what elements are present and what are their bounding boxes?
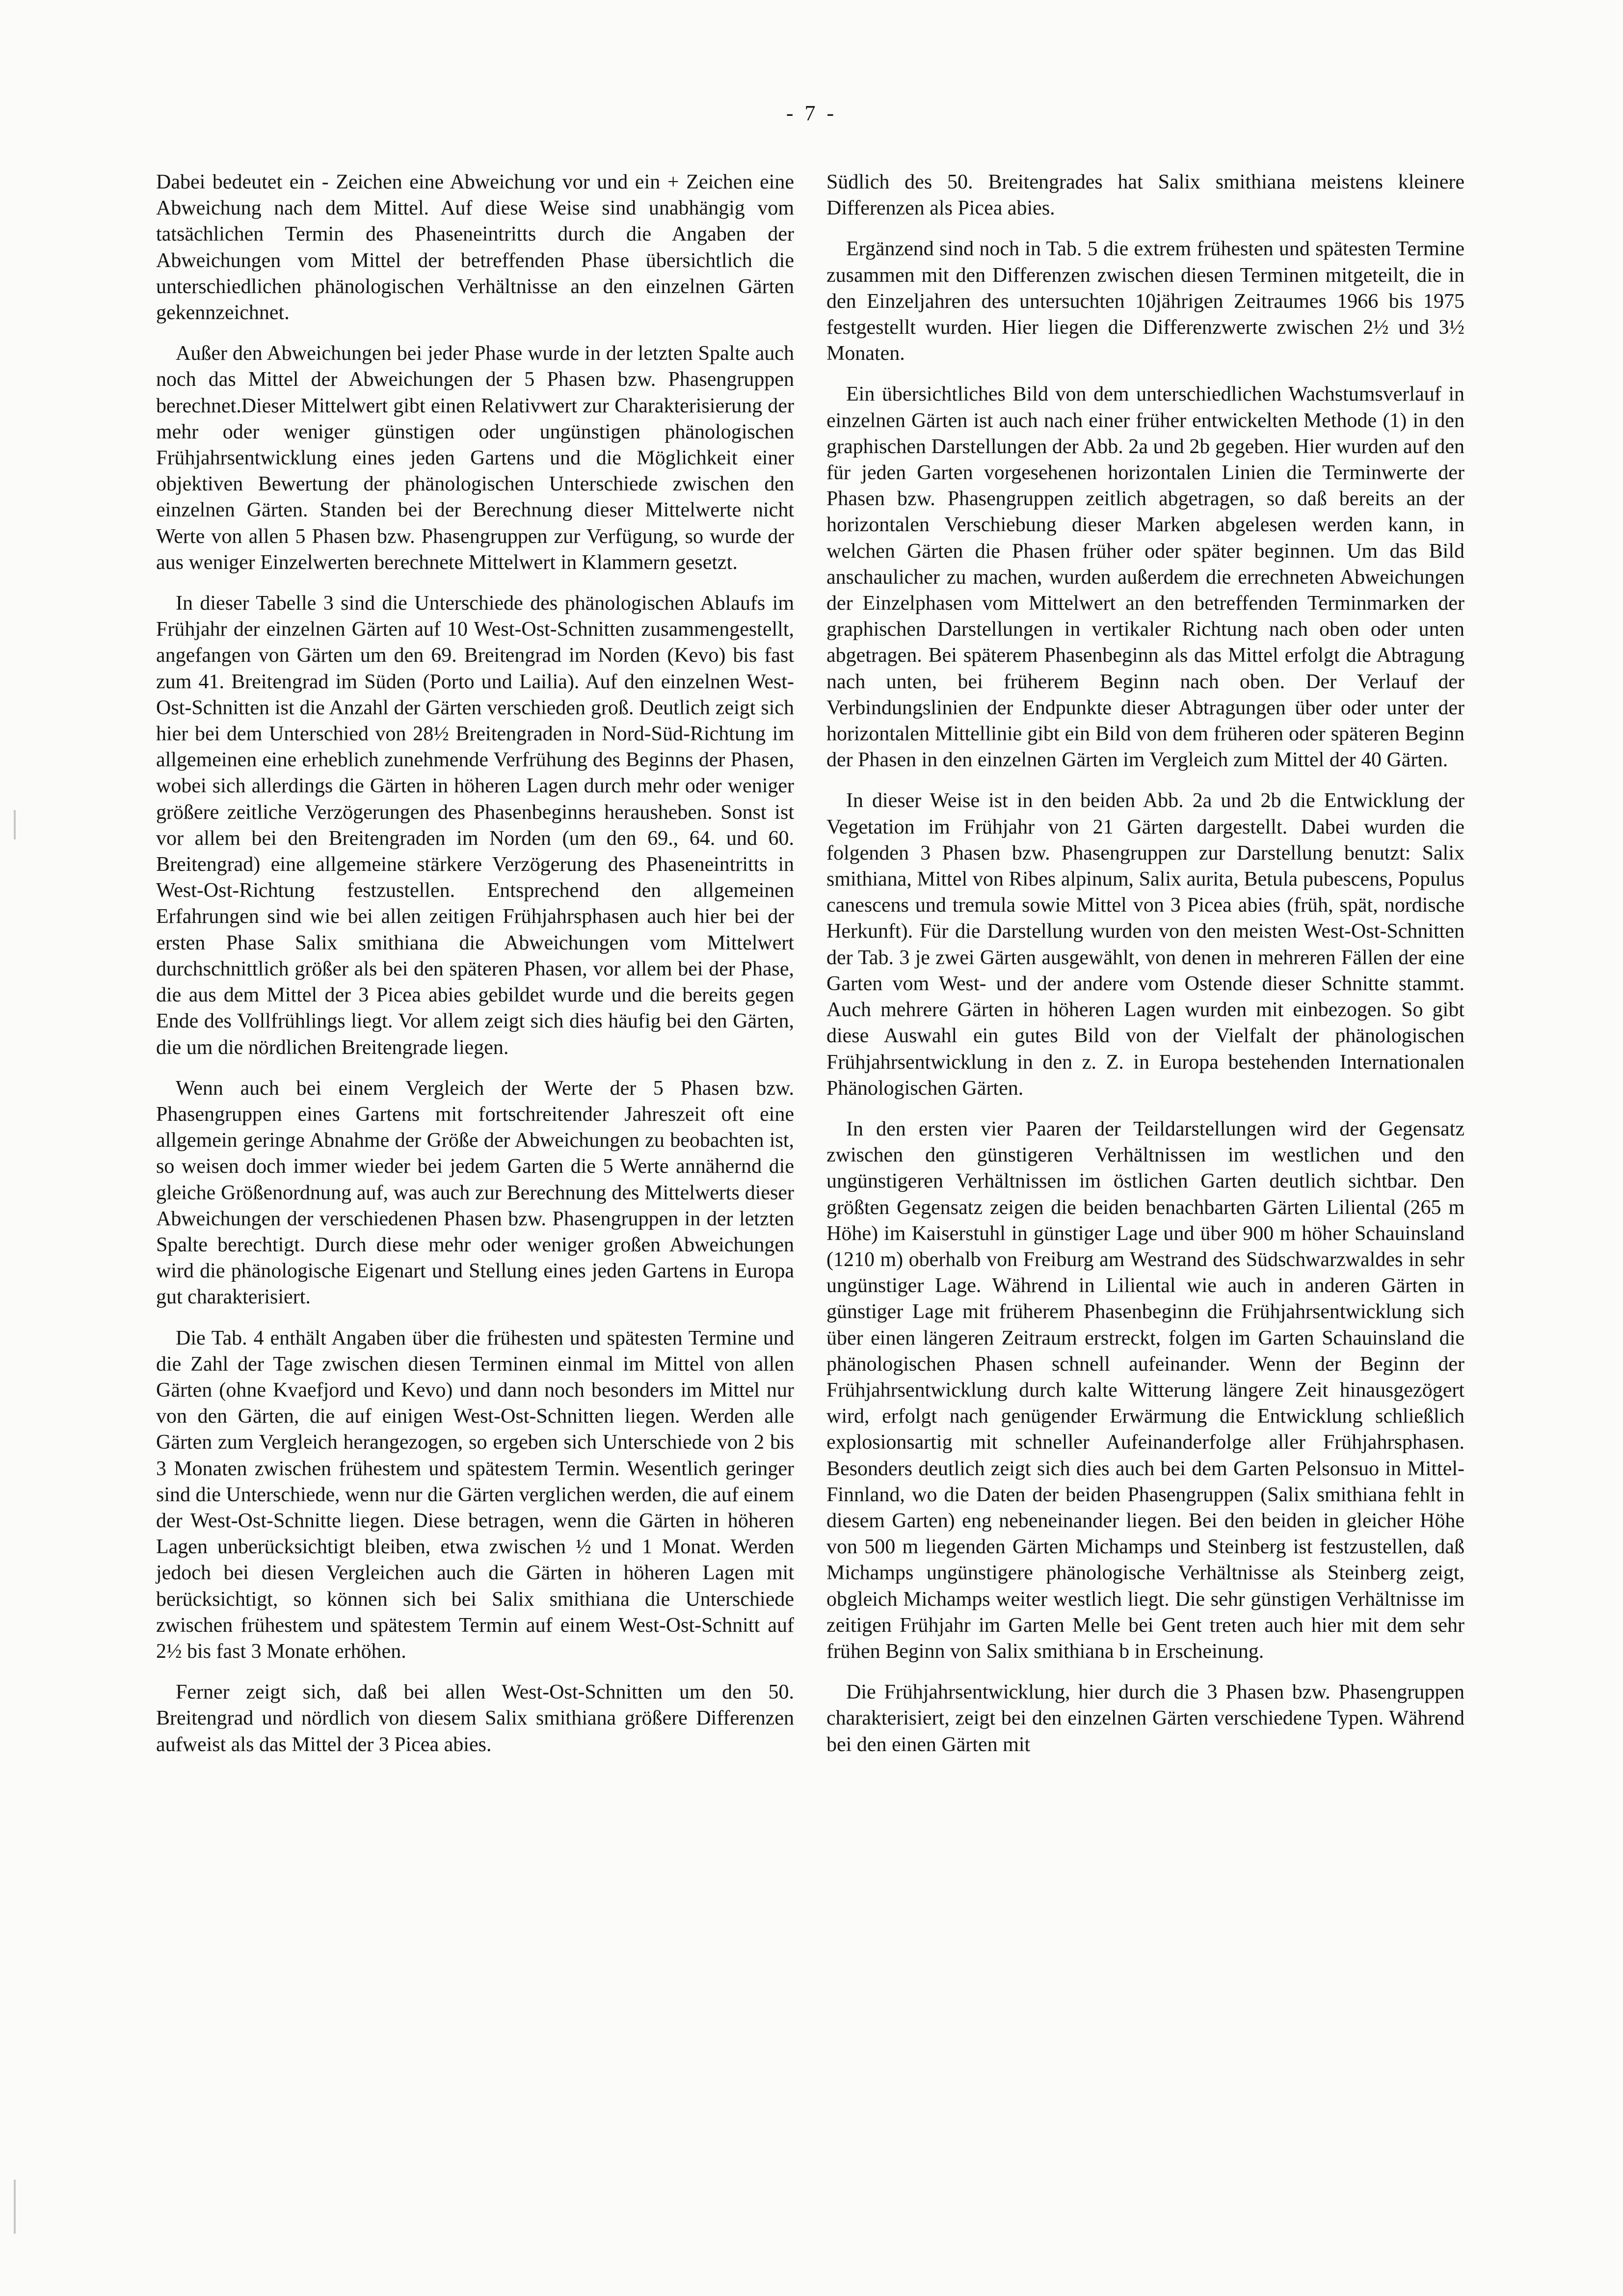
paragraph: Die Tab. 4 enthält Angaben über die frühesten und spätesten Termine und die Zahl der Tage zwischen diesen Terminen einmal im Mittel von allen Gärten (ohne Kvaefjord und Kevo) und dann noch besonders im Mittel nur von den Gärten, die auf einigen West-Ost-Schnitten liegen. Werden alle Gärten zum Vergleich herangezogen, so ergeben sich Unterschiede von 2 bis 3 Monaten zwischen frühestem und spätestem Termin. Wesentlich geringer sind die Unterschiede, wenn nur die Gärten verglichen werden, die auf einem der West-Ost-Schnitte liegen. Diese betragen, wenn die Gärten in höheren Lagen unberücksichtigt bleiben, etwa zwischen ½ und 1 Monat. Werden jedoch bei diesen Vergleichen auch die Gärten in höheren Lagen mit berücksichtigt, so können sich bei Salix smithiana die Unterschiede zwischen frühestem und spätestem Termin auf einem West-Ost-Schnitt auf 2½ bis fast 3 Monate erhöhen. xyxy=(156,1326,794,1663)
paragraph: Ferner zeigt sich, daß bei allen West-Ost-Schnitten um den 50. Breitengrad und nördlich von diesem Salix smithiana größere Differenzen aufweist als das Mittel der 3 Picea abies. xyxy=(156,1681,794,1756)
right-column xyxy=(826,169,1464,1773)
paragraph: In dieser Tabelle 3 sind die Unterschiede des phänologischen Ablaufs im Frühjahr der einzelnen Gärten auf 10 West-Ost-Schnitten zusammengestellt, angefangen von Gärten um den 69. Breitengrad im Norden (Kevo) bis fast zum 41. Breitengrad im Süden (Porto und Lailia). Auf den einzelnen West-Ost-Schnitten ist die Anzahl der Gärten verschieden groß. Deutlich zeigt sich hier bei dem Unterschied von 28½ Breitengraden in Nord-Süd-Richtung im allgemeinen eine erheblich zunehmende Verfrühung des Beginns der Phasen, wobei sich allerdings die Gärten in höheren Lagen durch mehr oder weniger größere zeitliche Verzögerungen des Phasenbeginns herausheben. Sonst ist vor allem bei den Breitengraden im Norden (um den 69., 64. und 60. Breitengrad) eine allgemeine stärkere Verzögerung des Phaseneintritts in West-Ost-Richtung festzustellen. Entsprechend den allgemeinen Erfahrungen sind wie bei allen zeitigen Frühjahrsphasen auch hier bei der ersten Phase Salix smithiana die Abweichungen vom Mittelwert durchschnittlich größer als bei den späteren Phasen, vor allem bei der Phase, die aus dem Mittel der 3 Picea abies gebildet wurde und die bereits gegen Ende des Vollfrühlings liegt. Vor allem zeigt sich dies häufig bei den Gärten, die um die nördlichen Breitengrade liegen. xyxy=(156,592,794,1059)
paragraph: Die Frühjahrsentwicklung, hier durch die 3 Phasen bzw. Phasengruppen charakterisiert, zeigt bei den einzelnen Gärten verschiedene Typen. Während bei den einen Gärten mit xyxy=(826,1681,1464,1756)
paragraph: Südlich des 50. Breitengrades hat Salix smithiana meistens kleinere Differenzen als Picea abies. xyxy=(826,171,1464,220)
paragraph: Ergänzend sind noch in Tab. 5 die extrem frühesten und spätesten Termine zusammen mit den Differenzen zwischen diesen Terminen mitgeteilt, die in den Einzeljahren des untersuchten 10jährigen Zeitraumes 1966 bis 1975 festgestellt wurden. Hier liegen die Differenzwerte zwischen 2½ und 3½ Monaten. xyxy=(826,238,1464,365)
paragraph: Wenn auch bei einem Vergleich der Werte der 5 Phasen bzw. Phasengruppen eines Gartens mit fortschreitender Jahreszeit oft eine allgemein geringe Abnahme der Größe der Abweichungen zu beobachten ist, so weisen doch immer wieder bei jedem Garten die 5 Werte annähernd die gleiche Größenordnung auf, was auch zur Berechnung des Mittelwerts dieser Abweichungen der verschiedenen Phasen bzw. Phasengruppen in der letzten Spalte berechtigt. Durch diese mehr oder weniger großen Abweichungen wird die phänologische Eigenart und Stellung eines jeden Gartens in Europa gut charakterisiert. xyxy=(156,1077,794,1309)
paragraph: Ein übersichtliches Bild von dem unterschiedlichen Wachstumsverlauf in einzelnen Gärten ist auch nach einer früher entwickelten Methode (1) in den graphischen Darstellungen der Abb. 2a und 2b gegeben. Hier wurden auf den für jeden Garten vorgesehenen horizontalen Linien die Terminwerte der Phasen bzw. Phasengruppen zeitlich abgetragen, so daß bereits an der horizontalen Verschiebung dieser Marken abgelesen werden kann, in welchen Gärten die Phasen früher oder später beginnen. Um das Bild anschaulicher zu machen, wurden außerdem die errechneten Abweichungen der Einzelphasen vom Mittelwert an den betreffenden Terminmarken der graphischen Darstellungen in vertikaler Richtung nach oben oder unten abgetragen. Bei späterem Phasenbeginn als das Mittel erfolgt die Abtragung nach unten, bei früherem Beginn nach oben. Der Verlauf der Verbindungslinien der Endpunkte dieser Abtragungen über oder unter der horizontalen Mittellinie gibt ein Bild von dem früheren oder späteren Beginn der Phasen in den einzelnen Gärten im Vergleich zum Mittel der 40 Gärten. xyxy=(826,383,1464,772)
paragraph: Dabei bedeutet ein - Zeichen eine Abweichung vor und ein + Zeichen eine Abweichung nach dem Mittel. Auf diese Weise sind unabhängig vom tatsächlichen Termin des Phaseneintritts durch die Angaben der Abweichungen vom Mittel der betreffenden Phase übersichtlich die unterschiedlichen phänologischen Verhältnisse an den einzelnen Gärten gekennzeichnet. xyxy=(156,171,794,324)
left-column xyxy=(156,169,794,1773)
paragraph: Außer den Abweichungen bei jeder Phase wurde in der letzten Spalte auch noch das Mittel der Abweichungen der 5 Phasen bzw. Phasengruppen berechnet.Dieser Mittelwert gibt einen Relativwert zur Charakterisierung der mehr oder weniger günstigen oder ungünstigen phänologischen Frühjahrsentwicklung eines jeden Gartens und die Möglichkeit einer objektiven Bewertung der phänologischen Unterschiede zwischen den einzelnen Gärten. Standen bei der Berechnung dieser Mittelwerte nicht Werte von allen 5 Phasen bzw. Phasengruppen zur Verfügung, so wurde der aus weniger Einzelwerten berechnete Mittelwert in Klammern gesetzt. xyxy=(156,342,794,574)
page-number: - 7 - xyxy=(786,101,837,125)
paragraph: In den ersten vier Paaren der Teildarstellungen wird der Gegensatz zwischen den günstigeren Verhältnissen im westlichen und den ungünstigeren Verhältnissen im östlichen Garten deutlich sichtbar. Den größten Gegensatz zeigen die beiden benachbarten Gärten Liliental (265 m Höhe) im Kaiserstuhl in günstiger Lage und über 900 m höher Schauinsland (1210 m) oberhalb von Freiburg am Westrand des Südschwarzwaldes in sehr ungünstiger Lage. Während in Liliental wie auch in anderen Gärten in günstiger Lage mit früherem Phasenbeginn die Frühjahrsentwicklung sich über einen längeren Zeitraum erstreckt, folgen im Garten Schauinsland die phänologischen Phasen schnell aufeinander. Wenn der Beginn der Frühjahrsentwicklung durch kalte Witterung längere Zeit hinausgezögert wird, erfolgt nach genügender Erwärmung die Entwicklung schließlich explosionsartig mit schneller Aufeinanderfolge aller Frühjahrsphasen. Besonders deutlich zeigt sich dies auch bei dem Garten Pelsonsuo in Mittel-Finnland, wo die Daten der beiden Phasengruppen (Salix smithiana fehlt in diesem Garten) eng nebeneinander liegen. Bei den beiden in gleicher Höhe von 500 m liegenden Gärten Michamps und Steinberg ist festzustellen, daß Michamps ungünstigere phänologische Verhältnisse als Steinberg zeigt, obgleich Michamps weiter westlich liegt. Die sehr günstigen Verhältnisse im zeitigen Frühjahr im Garten Melle bei Gent treten auch hier mit dem sehr frühen Beginn von Salix smithiana b in Erscheinung. xyxy=(826,1117,1464,1663)
paragraph: In dieser Weise ist in den beiden Abb. 2a und 2b die Entwicklung der Vegetation im Frühjahr von 21 Gärten dargestellt. Dabei wurden die folgenden 3 Phasen bzw. Phasengruppen zur Darstellung benutzt: Salix smithiana, Mittel von Ribes alpinum, Salix aurita, Betula pubescens, Populus canescens und tremula sowie Mittel von 3 Picea abies (früh, spät, nordische Herkunft). Für die Darstellung wurden von den meisten West-Ost-Schnitten der Tab. 3 je zwei Gärten ausgewählt, von denen in mehreren Fällen der eine Garten vom West- und der andere vom Ostende dieser Schnitte stammt. Auch mehrere Gärten in höheren Lagen wurden mit einbezogen. So gibt diese Auswahl ein gutes Bild von der Vielfalt der phänologischen Frühjahrsentwicklung in den z. Z. in Europa bestehenden Internationalen Phänologischen Gärten. xyxy=(826,789,1464,1100)
scan-edge-mark xyxy=(14,810,16,839)
scan-edge-mark xyxy=(14,2180,16,2234)
